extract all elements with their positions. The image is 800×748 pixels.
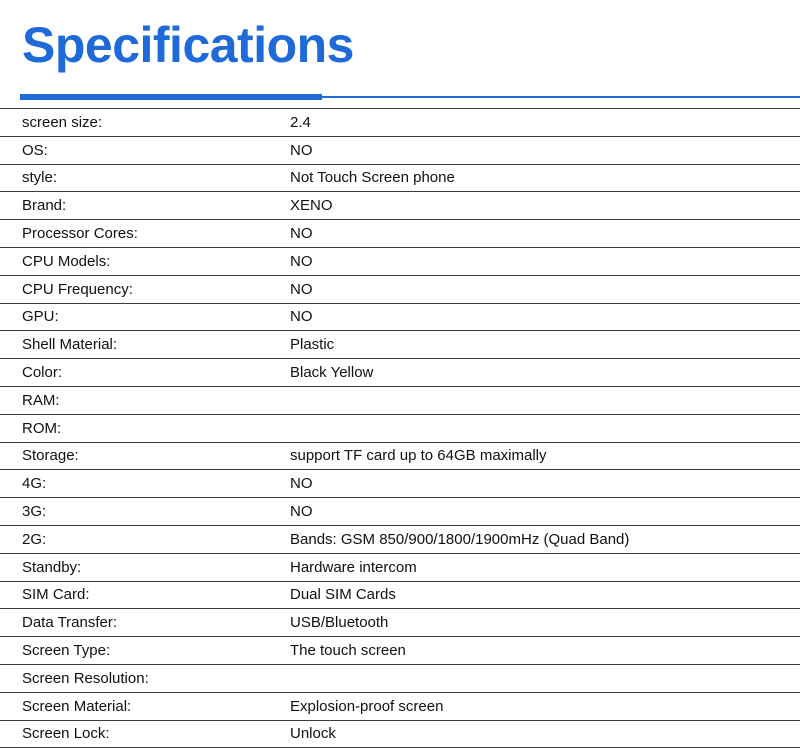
spec-value: Bands: GSM 850/900/1800/1900mHz (Quad Band) xyxy=(290,525,800,553)
spec-label: Color: xyxy=(0,359,290,387)
spec-row-gpu xyxy=(0,303,800,331)
spec-row-rom xyxy=(0,414,800,442)
spec-value: NO xyxy=(290,498,800,526)
spec-value: NO xyxy=(290,303,800,331)
spec-row-cpu-models xyxy=(0,247,800,275)
spec-label: ROM: xyxy=(0,414,290,442)
spec-row-2g xyxy=(0,525,800,553)
spec-label: Screen Resolution: xyxy=(0,664,290,692)
spec-label: Processor Cores: xyxy=(0,220,290,248)
spec-value: XENO xyxy=(290,192,800,220)
spec-label: OS: xyxy=(0,136,290,164)
spec-row-processor-cores xyxy=(0,220,800,248)
spec-label: 2G: xyxy=(0,525,290,553)
spec-value: NO xyxy=(290,220,800,248)
specifications-body xyxy=(0,109,800,748)
spec-row-os xyxy=(0,136,800,164)
spec-value: Unlock xyxy=(290,720,800,748)
spec-label: Standby: xyxy=(0,553,290,581)
spec-row-cpu-frequency xyxy=(0,275,800,303)
spec-label: Screen Lock: xyxy=(0,720,290,748)
spec-label: style: xyxy=(0,164,290,192)
spec-label: Data Transfer: xyxy=(0,609,290,637)
spec-label: CPU Frequency: xyxy=(0,275,290,303)
spec-row-storage xyxy=(0,442,800,470)
specifications-table xyxy=(0,108,800,748)
spec-value: NO xyxy=(290,136,800,164)
spec-value: The touch screen xyxy=(290,637,800,665)
spec-label: GPU: xyxy=(0,303,290,331)
spec-value xyxy=(290,414,800,442)
spec-row-style xyxy=(0,164,800,192)
page-title: Specifications xyxy=(22,17,354,73)
spec-label: screen size: xyxy=(0,109,290,137)
spec-label: 4G: xyxy=(0,470,290,498)
spec-value: NO xyxy=(290,275,800,303)
spec-row-screen-resolution xyxy=(0,664,800,692)
spec-label: Shell Material: xyxy=(0,331,290,359)
spec-row-color xyxy=(0,359,800,387)
spec-label: Storage: xyxy=(0,442,290,470)
spec-row-shell-material xyxy=(0,331,800,359)
spec-value: 2.4 xyxy=(290,109,800,137)
title-underline-thick xyxy=(20,94,322,100)
spec-row-standby xyxy=(0,553,800,581)
spec-row-screen-type xyxy=(0,637,800,665)
spec-row-screen-size xyxy=(0,109,800,137)
spec-value: Black Yellow xyxy=(290,359,800,387)
spec-value: Hardware intercom xyxy=(290,553,800,581)
spec-label: Brand: xyxy=(0,192,290,220)
title-underline-thin xyxy=(322,96,800,98)
spec-value: NO xyxy=(290,247,800,275)
spec-row-ram xyxy=(0,386,800,414)
spec-value: Explosion-proof screen xyxy=(290,692,800,720)
spec-row-brand xyxy=(0,192,800,220)
spec-value: USB/Bluetooth xyxy=(290,609,800,637)
spec-label: SIM Card: xyxy=(0,581,290,609)
spec-value: Plastic xyxy=(290,331,800,359)
spec-value: support TF card up to 64GB maximally xyxy=(290,442,800,470)
spec-label: RAM: xyxy=(0,386,290,414)
spec-row-screen-lock xyxy=(0,720,800,748)
spec-value xyxy=(290,664,800,692)
spec-row-sim-card xyxy=(0,581,800,609)
spec-label: Screen Type: xyxy=(0,637,290,665)
spec-value: Not Touch Screen phone xyxy=(290,164,800,192)
spec-row-3g xyxy=(0,498,800,526)
spec-label: Screen Material: xyxy=(0,692,290,720)
spec-value: Dual SIM Cards xyxy=(290,581,800,609)
spec-label: CPU Models: xyxy=(0,247,290,275)
spec-row-screen-material xyxy=(0,692,800,720)
spec-value: NO xyxy=(290,470,800,498)
spec-row-4g xyxy=(0,470,800,498)
spec-value xyxy=(290,386,800,414)
spec-row-data-transfer xyxy=(0,609,800,637)
spec-label: 3G: xyxy=(0,498,290,526)
